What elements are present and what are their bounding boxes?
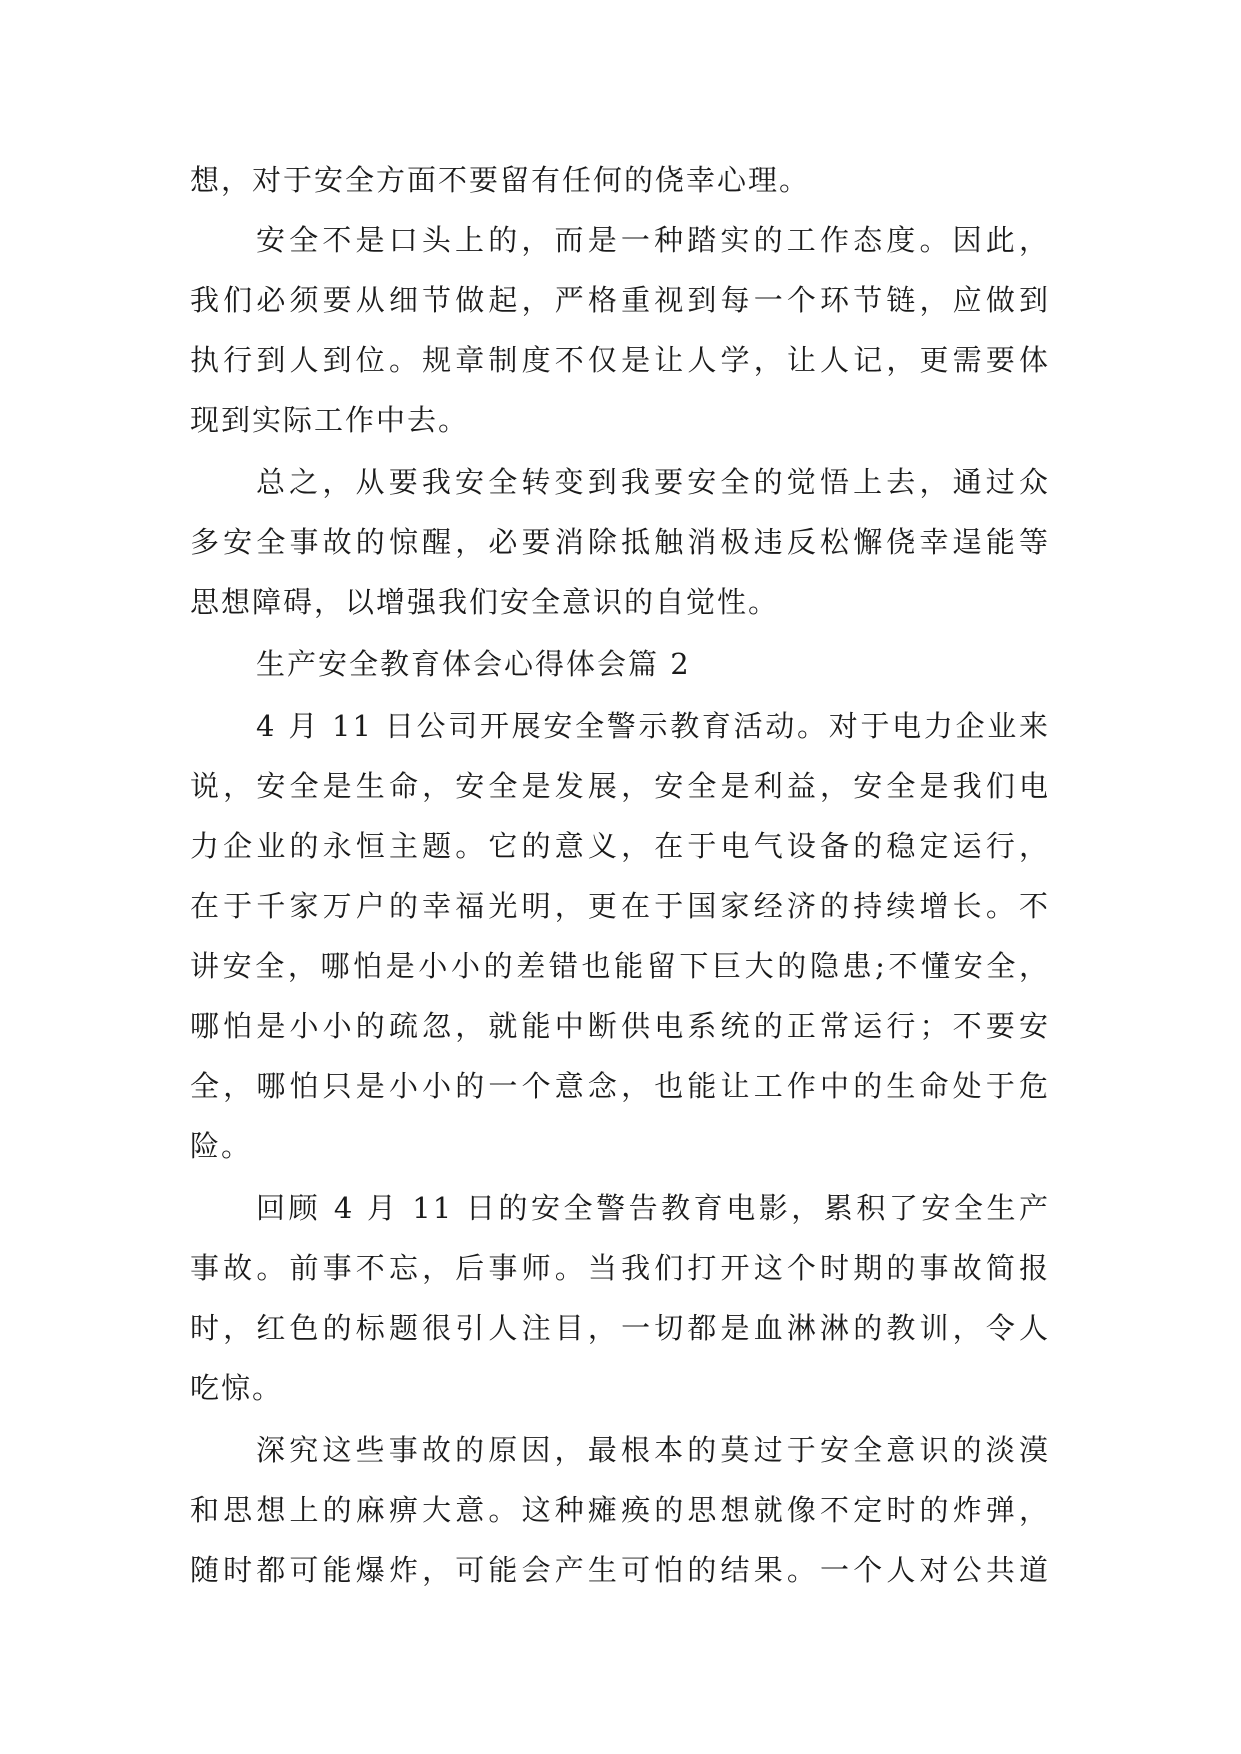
- text-line: 讲安全，哪怕是小小的差错也能留下巨大的隐患;不懂安全，: [190, 949, 1050, 983]
- section-heading: 生产安全教育体会心得体会篇 2: [256, 647, 691, 681]
- text-line: 哪怕是小小的疏忽，就能中断供电系统的正常运行；不要安: [190, 1009, 1050, 1043]
- text-line: 吃惊。: [190, 1371, 284, 1405]
- text-line: 和思想上的麻痹大意。这种瘫痪的思想就像不定时的炸弹，: [190, 1493, 1050, 1527]
- text-line: 4 月 11 日公司开展安全警示教育活动。对于电力企业来: [256, 709, 1050, 743]
- text-line: 力企业的永恒主题。它的意义，在于电气设备的稳定运行，: [190, 829, 1050, 863]
- text-line: 安全不是口头上的，而是一种踏实的工作态度。因此，: [256, 223, 1050, 257]
- text-line: 回顾 4 月 11 日的安全警告教育电影，累积了安全生产: [256, 1191, 1050, 1225]
- text-line: 总之，从要我安全转变到我要安全的觉悟上去，通过众: [256, 465, 1050, 499]
- text-line: 思想障碍，以增强我们安全意识的自觉性。: [190, 585, 780, 619]
- text-line: 执行到人到位。规章制度不仅是让人学，让人记，更需要体: [190, 343, 1050, 377]
- text-line: 全，哪怕只是小小的一个意念，也能让工作中的生命处于危: [190, 1069, 1050, 1103]
- text-line: 时，红色的标题很引人注目，一切都是血淋淋的教训，令人: [190, 1311, 1050, 1345]
- text-line: 现到实际工作中去。: [190, 403, 470, 437]
- text-line: 多安全事故的惊醒，必要消除抵触消极违反松懈侥幸逞能等: [190, 525, 1050, 559]
- text-line: 事故。前事不忘，后事师。当我们打开这个时期的事故简报: [190, 1251, 1050, 1285]
- text-line: 随时都可能爆炸，可能会产生可怕的结果。一个人对公共道: [190, 1553, 1050, 1587]
- text-line: 深究这些事故的原因，最根本的莫过于安全意识的淡漠: [256, 1433, 1050, 1467]
- text-line: 我们必须要从细节做起，严格重视到每一个环节链，应做到: [190, 283, 1050, 317]
- text-line: 想，对于安全方面不要留有任何的侥幸心理。: [190, 163, 811, 197]
- text-line: 说，安全是生命，安全是发展，安全是利益，安全是我们电: [190, 769, 1050, 803]
- text-line: 险。: [190, 1129, 253, 1163]
- text-line: 在于千家万户的幸福光明，更在于国家经济的持续增长。不: [190, 889, 1050, 923]
